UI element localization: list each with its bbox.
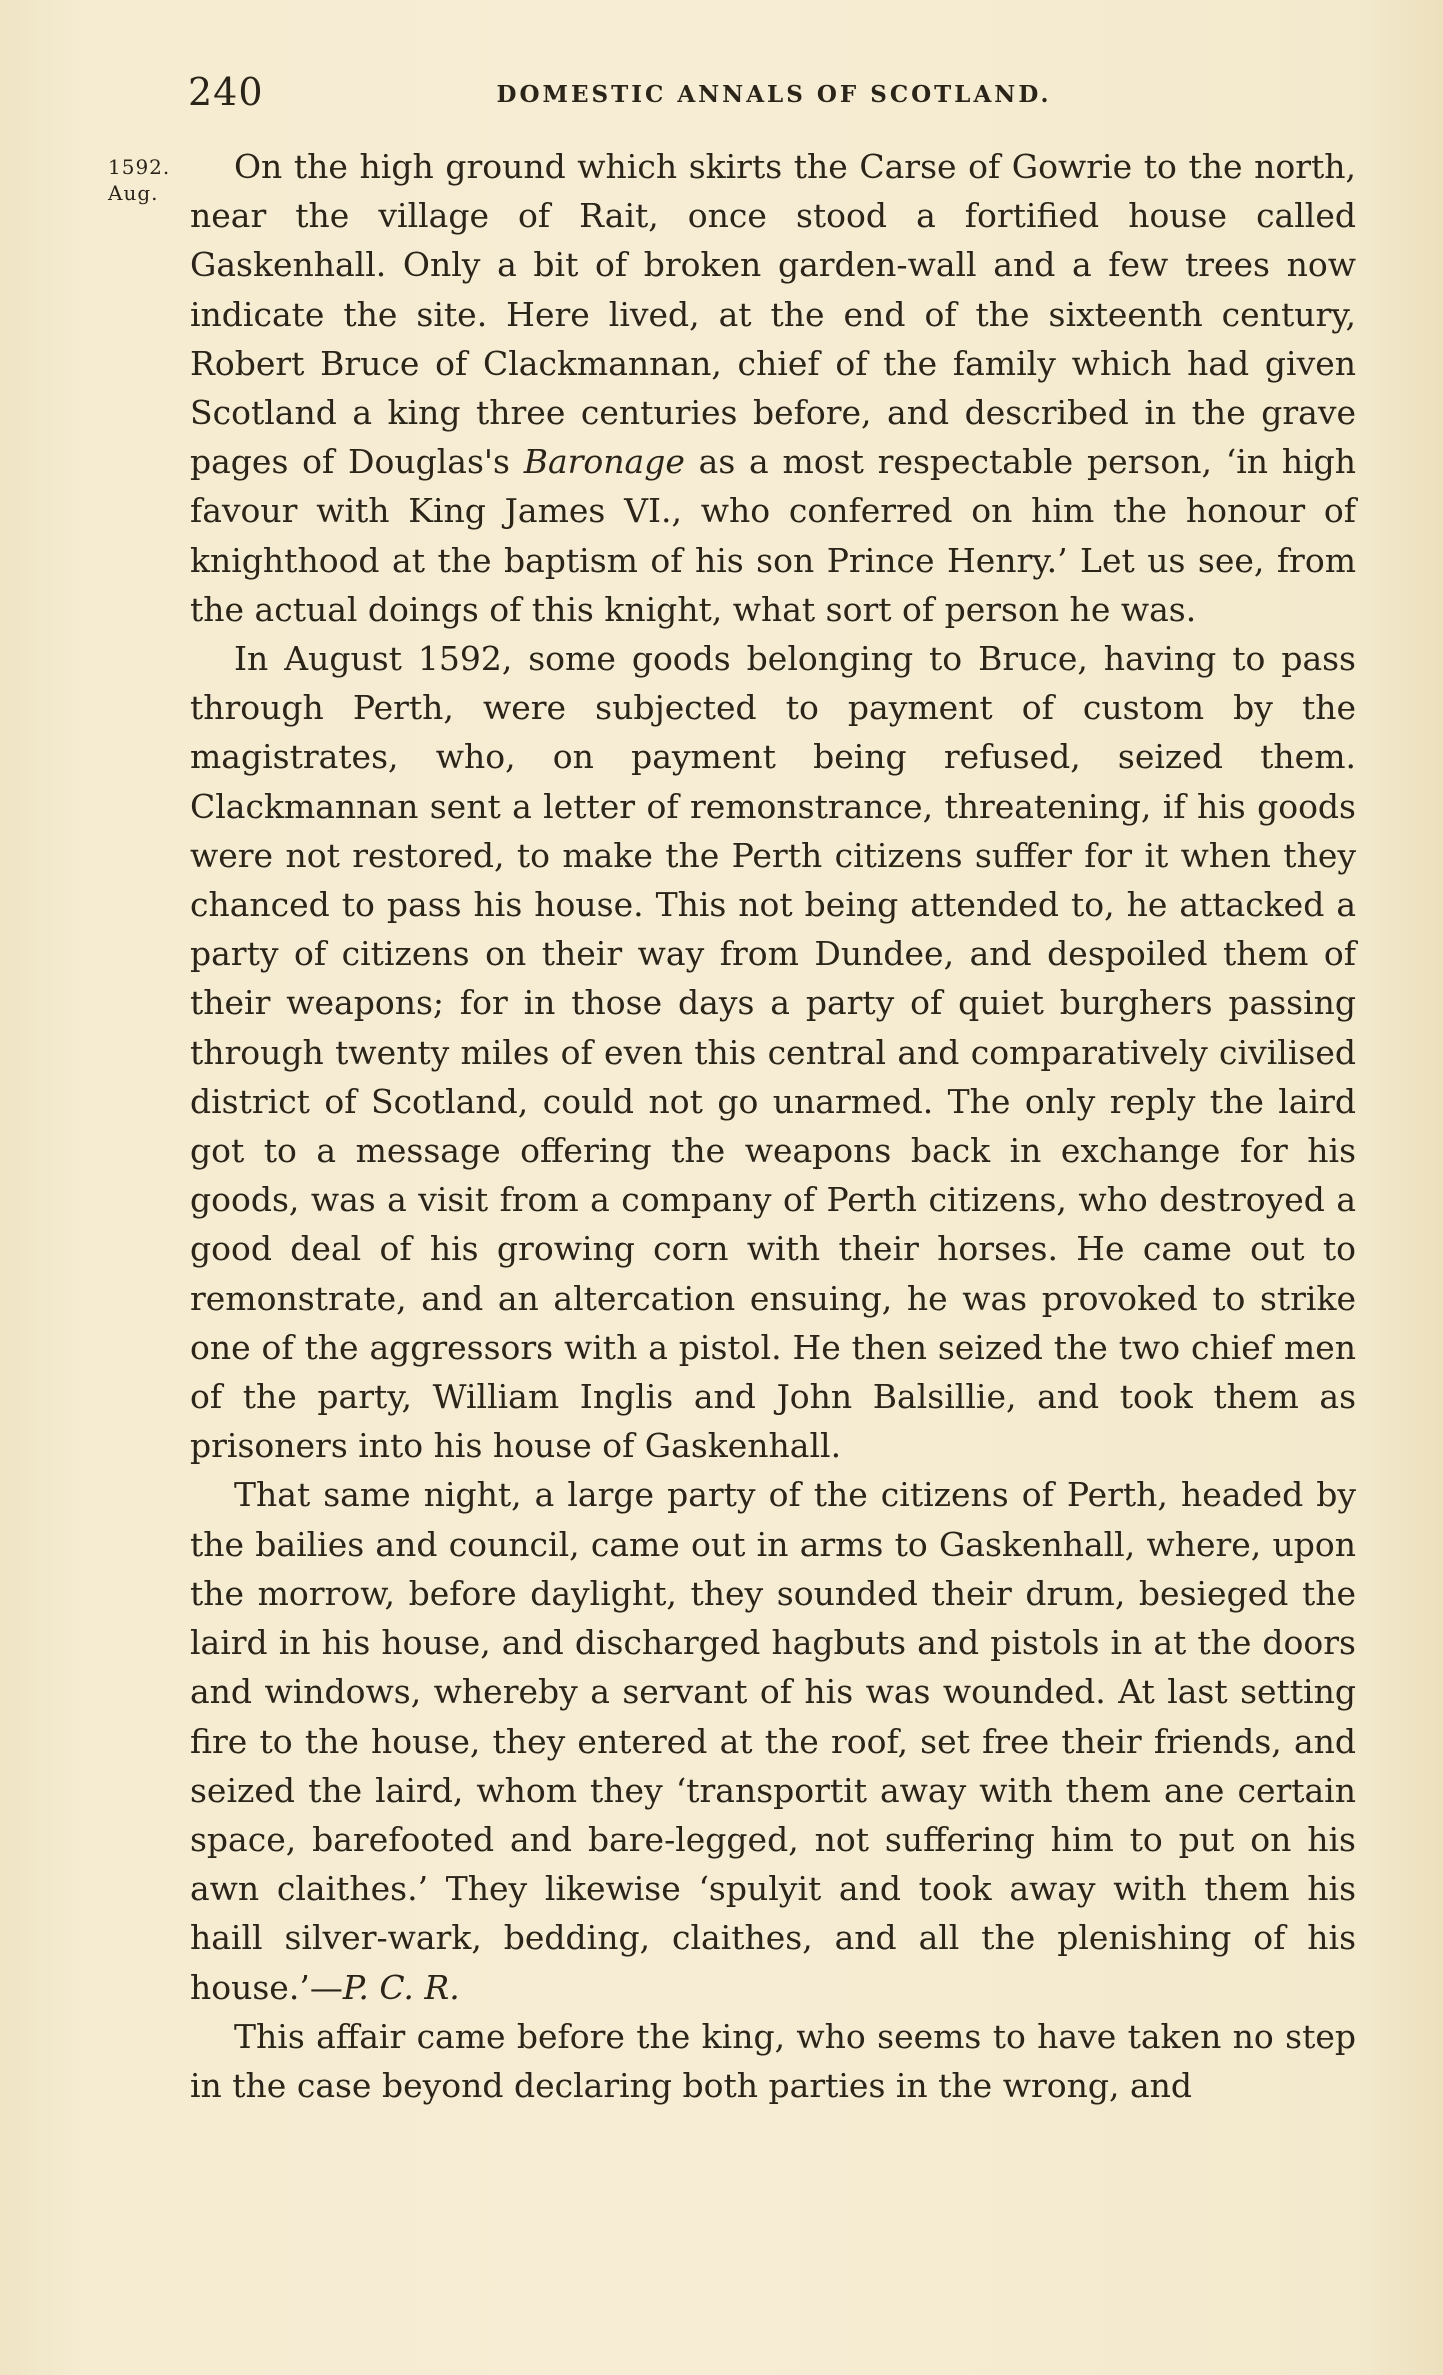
- margin-month: Aug.: [108, 181, 159, 205]
- paragraph-3-text: That same night, a large party of the citizens of Perth, headed by the bailies and council, came out in arms to Gaskenhall, where, upon the morrow, before daylight, they sounded their drum, besieged the laird in his house, and discharged hagbuts and pistols in at the doors and windows, whereby a servant of his was wounded. At last setting fire to the house, they entered at the roof, set free their friends, and seized the laird, whom they ‘transportit away with them ane certain space, barefooted and bare-legged, not suffering him to put on his awn claithes.’ They likewise ‘spulyit and took away with them his haill silver-wark, bedding, claithes, and all the plenishing of his house.’—: [190, 1475, 1356, 2007]
- body-text: [190, 142, 1356, 2110]
- running-head: [188, 72, 1360, 112]
- paragraph-1: [190, 142, 1356, 634]
- paragraph-1-text-b: as a most respectable person, ‘in high favour with King James VI., who conferred on him the honour of knighthood at the baptism of his son Prince Henry.’ Let us see, from the actual doings of this knight, what sort of person he was.: [190, 442, 1357, 629]
- margin-year: 1592.: [108, 155, 171, 179]
- paragraph-4: This affair came before the king, who seems to have taken no step in the case beyond declaring both parties in the wrong, and: [190, 2016, 1356, 2105]
- paragraph-2: In August 1592, some goods belonging to Bruce, having to pass through Perth, were subjected to payment of custom by the magistrates, who, on payment being refused, seized them. Clackmannan sent a letter of remonstrance, threatening, if his goods were not restored, to make the Perth citizens suffer for it when they chanced to pass his house. This not being attended to, he attacked a party of citizens on their way from Dundee, and despoiled them of their weapons; for in those days a party of quiet burghers passing through twenty miles of even this central and comparatively civilised district of Scotland, could not go unarmed. The only reply the laird got to a message offering the weapons back in exchange for his goods, was a visit from a company of Perth citizens, who destroyed a good deal of his growing corn with their horses. He came out to remonstrate, and an altercation ensuing, he was provoked to strike one of the aggressors with a pistol. He then seized the two chief men of the party, William Inglis and John Balsillie, and took them as prisoners into his house of Gaskenhall.: [190, 639, 1356, 1466]
- source-citation: P. C. R.: [342, 1967, 460, 2007]
- paragraph-3: [190, 1470, 1356, 2011]
- paragraph-1-text-a: On the high ground which skirts the Carse of Gowrie to the north, near the village of Rait, once stood a fortified house called Gaskenhall. Only a bit of broken garden-wall and a few trees now indicate the site. Here lived, at the end of the sixteenth century, Robert Bruce of Clackmannan, chief of the family which had given Scotland a king three centuries before, and described in the grave pages of Douglas's: [190, 147, 1356, 482]
- baronage-title: Baronage: [523, 442, 685, 482]
- page-number: 240: [188, 70, 264, 114]
- margin-date-note: [108, 154, 188, 206]
- running-title: DOMESTIC ANNALS OF SCOTLAND.: [496, 81, 1052, 108]
